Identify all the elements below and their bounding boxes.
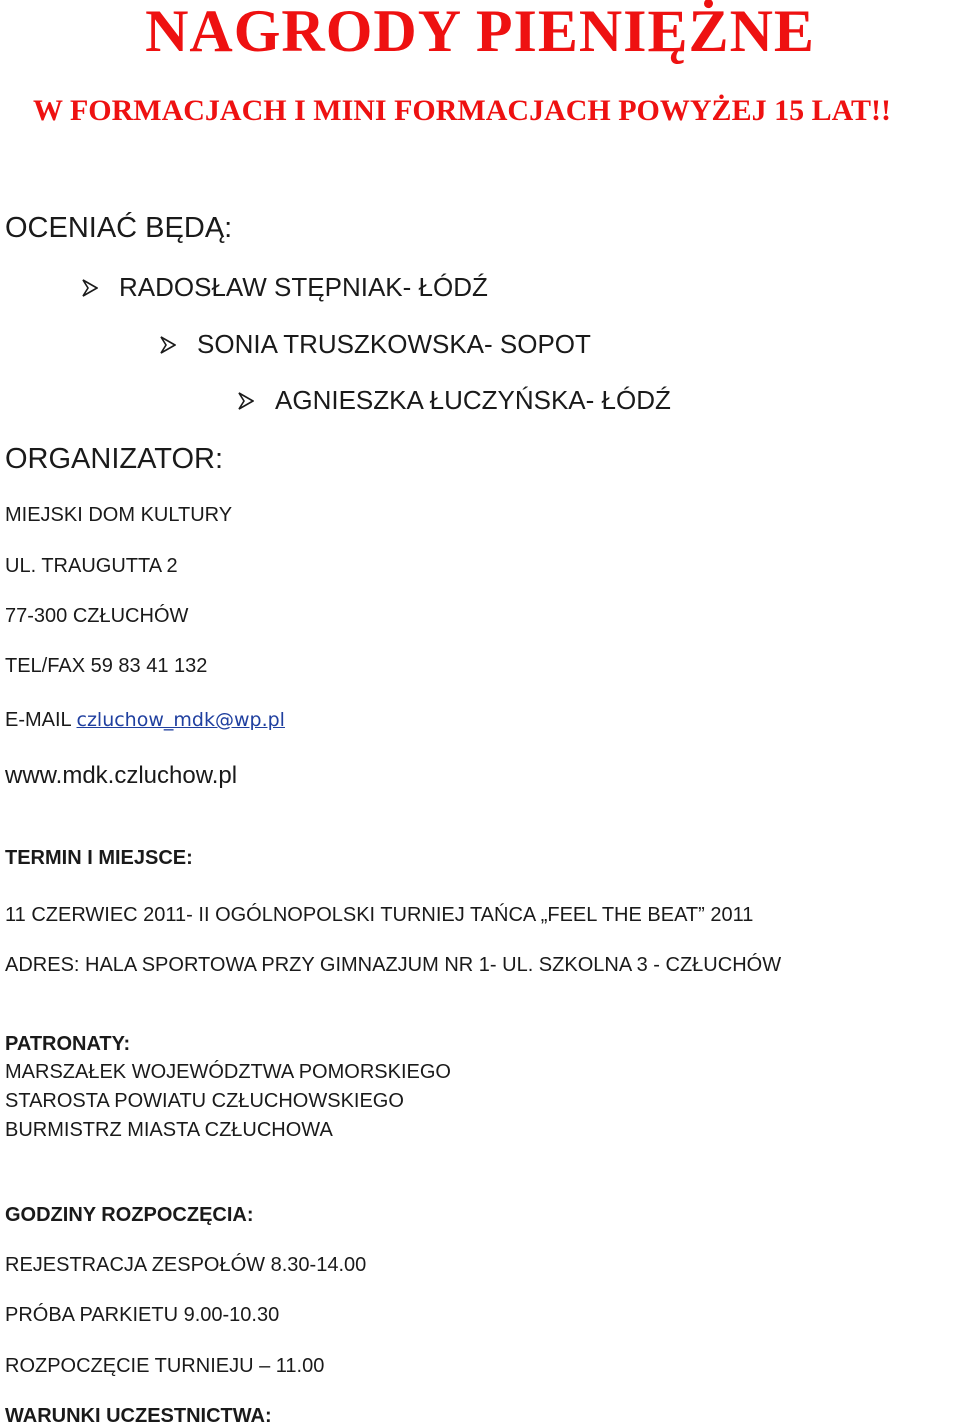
patrons-heading: PATRONATY: <box>5 1033 131 1055</box>
participation-heading: WARUNKI UCZESTNICTWA: <box>5 1405 272 1427</box>
patron-item: BURMISTRZ MIASTA CZŁUCHOWA <box>5 1119 333 1141</box>
patron-item: MARSZAŁEK WOJEWÓDZTWA POMORSKIEGO <box>5 1061 451 1083</box>
event-date-line: 11 CZERWIEC 2011- II OGÓLNOPOLSKI TURNIEJ TAŃCA „FEEL THE BEAT” 2011 <box>5 904 754 926</box>
website-text: www.mdk.czluchow.pl <box>5 762 238 789</box>
judge-name: SONIA TRUSZKOWSKA- SOPOT <box>197 329 591 359</box>
event-address-line: ADRES: HALA SPORTOWA PRZY GIMNAZJUM NR 1- UL. SZKOLNA 3 - CZŁUCHÓW <box>5 954 782 976</box>
organizer-city: 77-300 CZŁUCHÓW <box>5 605 189 627</box>
arrowhead-bullet-icon <box>238 392 254 410</box>
judge-name: RADOSŁAW STĘPNIAK- ŁÓDŹ <box>119 272 488 302</box>
page-subtitle: W FORMACJACH I MINI FORMACJACH POWYŻEJ 15 LAT!! <box>33 94 892 127</box>
arrowhead-bullet-icon <box>160 336 176 354</box>
arrowhead-bullet-icon <box>82 279 98 297</box>
judges-heading: OCENIAĆ BĘDĄ: <box>5 212 233 244</box>
judge-name: AGNIESZKA ŁUCZYŃSKA- ŁÓDŹ <box>275 385 671 415</box>
organizer-name: MIEJSKI DOM KULTURY <box>5 504 233 526</box>
email-label: E-MAIL <box>5 709 71 731</box>
organizer-street: UL. TRAUGUTTA 2 <box>5 555 178 577</box>
schedule-item: REJESTRACJA ZESPOŁÓW 8.30-14.00 <box>5 1254 367 1276</box>
organizer-email-row <box>5 708 285 732</box>
judge-item <box>160 329 591 359</box>
patron-item: STAROSTA POWIATU CZŁUCHOWSKIEGO <box>5 1090 404 1112</box>
email-link[interactable]: czluchow_mdk@wp.pl <box>76 709 285 731</box>
organizer-phone: TEL/FAX 59 83 41 132 <box>5 655 208 677</box>
schedule-item: ROZPOCZĘCIE TURNIEJU – 11.00 <box>5 1355 325 1377</box>
page-title: NAGRODY PIENIĘŻNE <box>145 0 815 64</box>
judge-item <box>238 385 671 415</box>
organizer-heading: ORGANIZATOR: <box>5 443 224 475</box>
judge-item <box>82 272 488 302</box>
schedule-item: PRÓBA PARKIETU 9.00-10.30 <box>5 1304 280 1326</box>
schedule-heading: GODZINY ROZPOCZĘCIA: <box>5 1204 254 1226</box>
event-heading: TERMIN I MIEJSCE: <box>5 847 193 869</box>
